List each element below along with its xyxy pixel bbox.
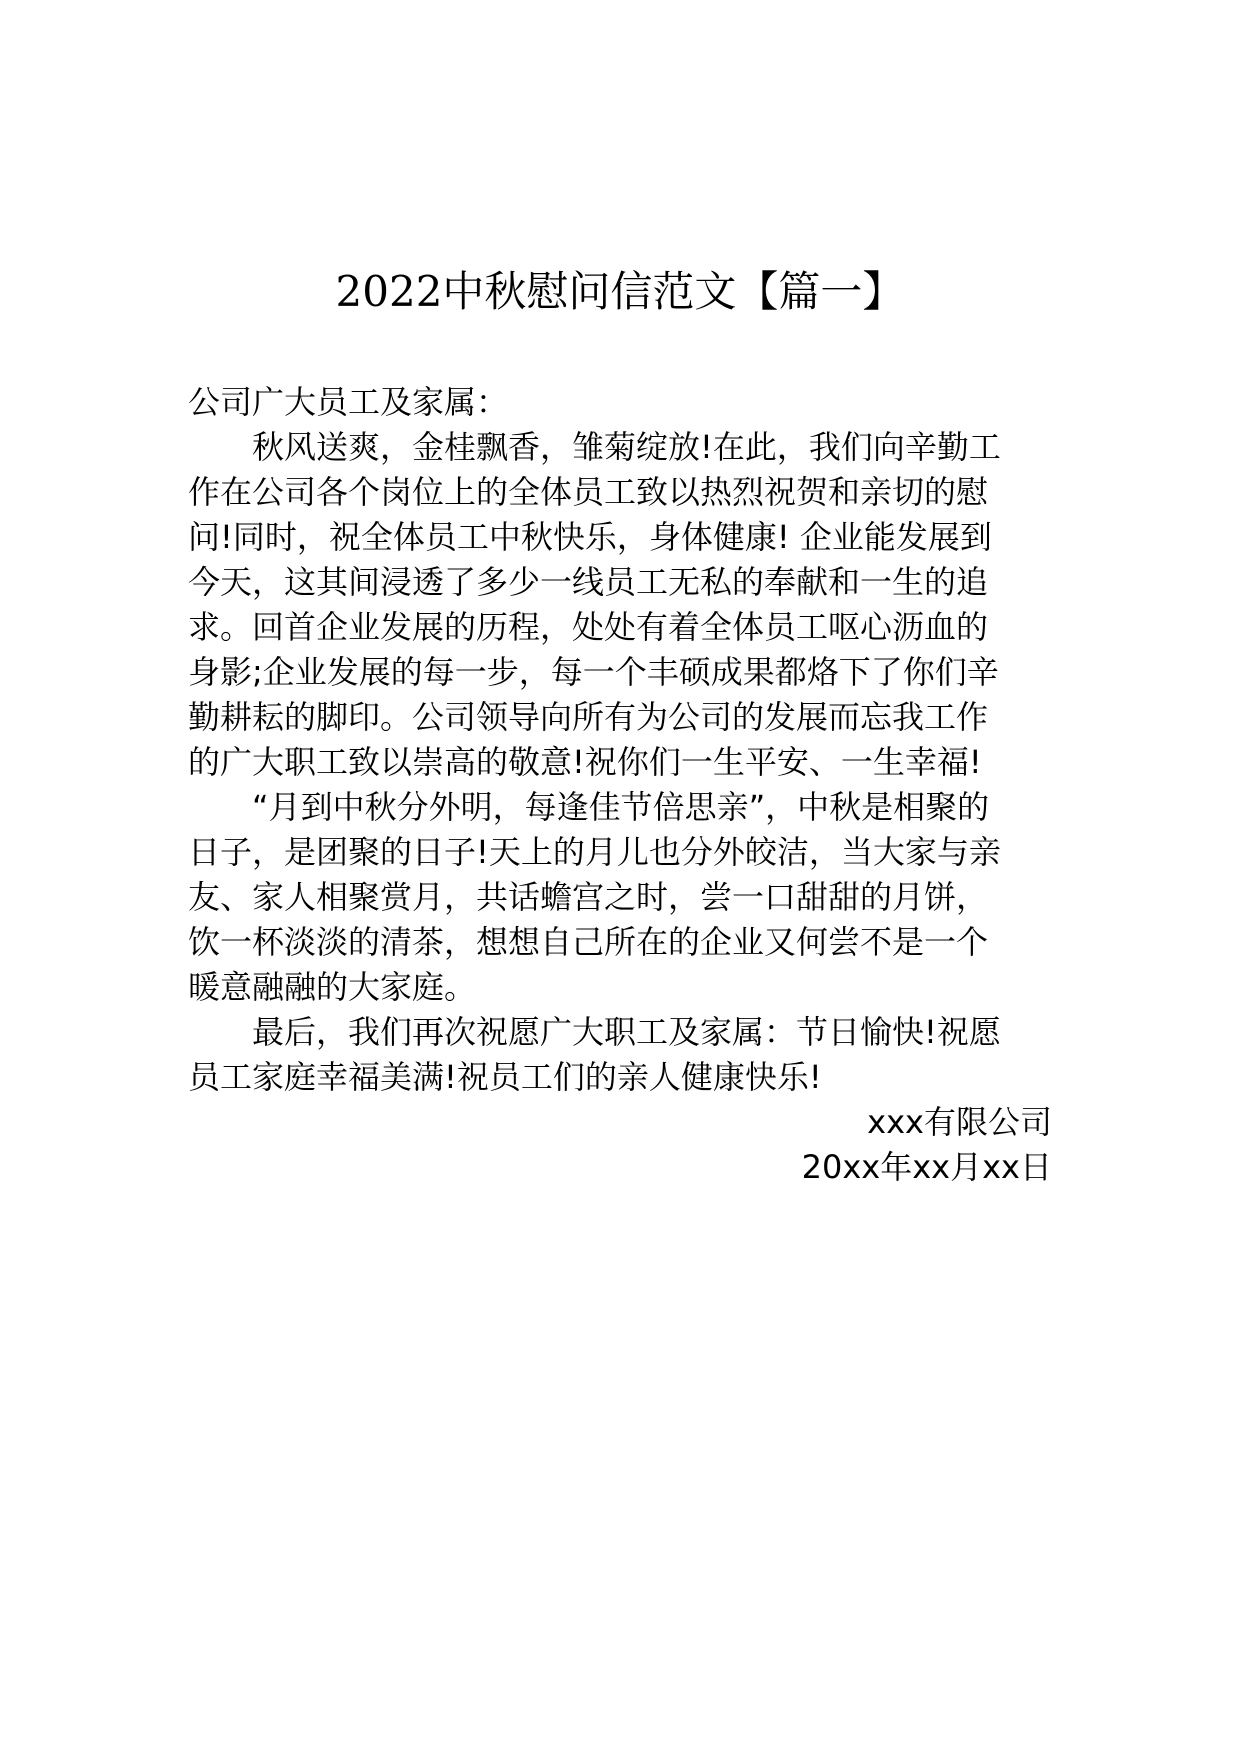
paragraph-2-line-3: 友、家人相聚赏月，共话蟾宫之时，尝一口甜甜的月饼， (188, 878, 989, 916)
signature-company: xxx有限公司 (867, 1103, 1052, 1141)
paragraph-1-line-1: 秋风送爽，金桂飘香，雏菊绽放!在此，我们向辛勤工 (252, 428, 1001, 466)
document-title: 2022中秋慰问信范文【篇一】 (335, 267, 905, 316)
paragraph-1-line-4: 今天，这其间浸透了多少一线员工无私的奉献和一生的追 (188, 563, 989, 601)
paragraph-2-line-5: 暖意融融的大家庭。 (188, 968, 477, 1006)
paragraph-3-line-1: 最后，我们再次祝愿广大职工及家属：节日愉快!祝愿 (252, 1013, 1001, 1051)
paragraph-2-line-1: “月到中秋分外明，每逢佳节倍思亲”，中秋是相聚的 (252, 788, 990, 826)
salutation: 公司广大员工及家属： (188, 383, 509, 421)
paragraph-1-line-8: 的广大职工致以崇高的敬意!祝你们一生平安、一生幸福! (188, 743, 982, 781)
letter-body (188, 380, 1052, 1190)
paragraph-1-line-2: 作在公司各个岗位上的全体员工致以热烈祝贺和亲切的慰 (188, 473, 989, 511)
paragraph-2-line-2: 日子，是团聚的日子!天上的月儿也分外皎洁，当大家与亲 (188, 833, 1001, 871)
paragraph-2-line-4: 饮一杯淡淡的清茶，想想自己所在的企业又何尝不是一个 (188, 923, 989, 961)
paragraph-1-line-5: 求。回首企业发展的历程，处处有着全体员工呕心沥血的 (188, 608, 989, 646)
paragraph-1-line-6: 身影;企业发展的每一步，每一个丰硕成果都烙下了你们辛 (188, 653, 999, 691)
paragraph-1-line-7: 勤耕耘的脚印。公司领导向所有为公司的发展而忘我工作 (188, 698, 989, 736)
paragraph-1-line-3: 问!同时，祝全体员工中秋快乐，身体健康! 企业能发展到 (188, 518, 992, 556)
paragraph-3-line-2: 员工家庭幸福美满!祝员工们的亲人健康快乐! (188, 1058, 822, 1096)
signature-date: 20xx年xx月xx日 (801, 1148, 1052, 1186)
